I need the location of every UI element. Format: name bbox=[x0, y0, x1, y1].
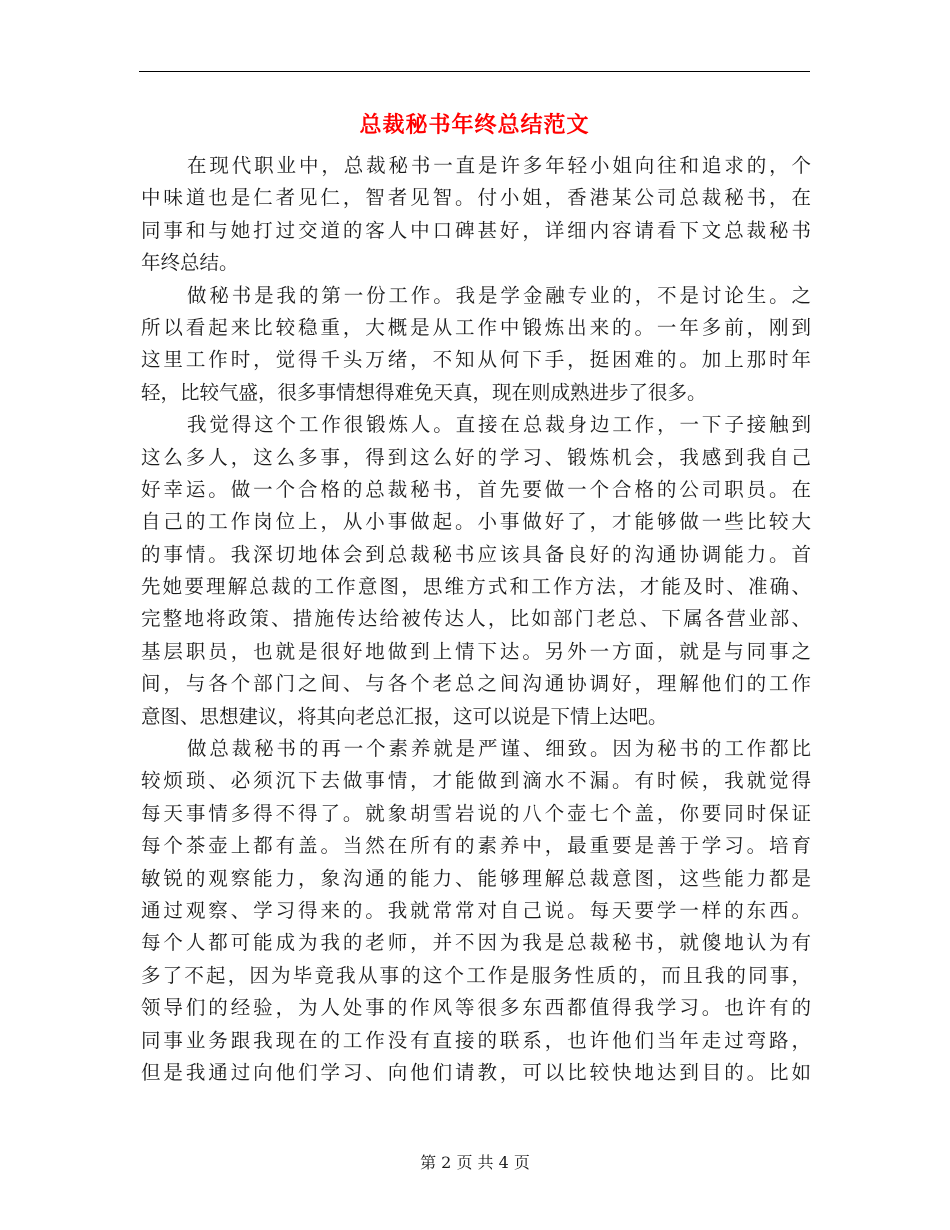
text-line: 好幸运。做一个合格的总裁秘书，首先要做一个合格的公司职员。在 bbox=[141, 477, 811, 501]
text-line: 中味道也是仁者见仁，智者见智。付小姐，香港某公司总裁秘书，在 bbox=[141, 186, 811, 210]
text-line: 每个茶壶上都有盖。当然在所有的素养中，最重要是善于学习。培育 bbox=[141, 834, 811, 858]
paragraph bbox=[141, 409, 811, 733]
paragraph bbox=[141, 733, 811, 1089]
text-line: 自己的工作岗位上，从小事做起。小事做好了，才能够做一些比较大 bbox=[141, 510, 811, 534]
text-line: 同事和与她打过交道的客人中口碑甚好，详细内容请看下文总裁秘书 bbox=[141, 218, 811, 242]
text-line: 较烦琐、必须沉下去做事情，才能做到滴水不漏。有时候，我就觉得 bbox=[141, 769, 811, 793]
page-number-footer: 第 2 页 共 4 页 bbox=[420, 1153, 530, 1172]
document-title: 总裁秘书年终总结范文 bbox=[359, 112, 590, 138]
text-line: 的事情。我深切地体会到总裁秘书应该具备良好的沟通协调能力。首 bbox=[141, 542, 811, 566]
paragraph bbox=[141, 150, 811, 280]
header-rule bbox=[139, 71, 810, 72]
text-line: 先她要理解总裁的工作意图，思维方式和工作方法，才能及时、准确、 bbox=[141, 575, 811, 599]
text-line: 做秘书是我的第一份工作。我是学金融专业的，不是讨论生。之 bbox=[187, 283, 811, 307]
text-line: 意图、思想建议，将其向老总汇报，这可以说是下情上达吧。 bbox=[141, 704, 668, 728]
document-body bbox=[141, 150, 811, 1089]
text-line: 轻，比较气盛，很多事情想得难免天真，现在则成熟进步了很多。 bbox=[141, 380, 707, 404]
text-line: 这么多人，这么多事，得到这么好的学习、锻炼机会，我感到我自己 bbox=[141, 445, 811, 469]
text-line: 这里工作时，觉得千头万绪，不知从何下手，挺困难的。加上那时年 bbox=[141, 348, 811, 372]
text-line: 多了不起，因为毕竟我从事的这个工作是服务性质的，而且我的同事， bbox=[141, 963, 811, 987]
text-line: 同事业务跟我现在的工作没有直接的联系，也许他们当年走过弯路， bbox=[141, 1028, 811, 1052]
text-line: 通过观察、学习得来的。我就常常对自己说。每天要学一样的东西。 bbox=[141, 898, 811, 922]
text-line: 每个人都可能成为我的老师，并不因为我是总裁秘书，就傻地认为有 bbox=[141, 931, 811, 955]
text-line: 完整地将政策、措施传达给被传达人，比如部门老总、下属各营业部、 bbox=[141, 607, 811, 631]
text-line: 领导们的经验，为人处事的作风等很多东西都值得我学习。也许有的 bbox=[141, 996, 811, 1020]
text-line: 做总裁秘书的再一个素养就是严谨、细致。因为秘书的工作都比 bbox=[187, 737, 811, 761]
text-line: 间，与各个部门之间、与各个老总之间沟通协调好，理解他们的工作 bbox=[141, 672, 811, 696]
paragraph bbox=[141, 280, 811, 410]
text-line: 年终总结。 bbox=[141, 251, 239, 275]
text-line: 每天事情多得不得了。就象胡雪岩说的八个壶七个盖，你要同时保证 bbox=[141, 801, 811, 825]
text-line: 但是我通过向他们学习、向他们请教，可以比较快地达到目的。比如 bbox=[141, 1060, 811, 1084]
text-line: 在现代职业中，总裁秘书一直是许多年轻小姐向往和追求的，个 bbox=[187, 154, 811, 177]
text-line: 敏锐的观察能力，象沟通的能力、能够理解总裁意图，这些能力都是 bbox=[141, 866, 811, 890]
text-line: 所以看起来比较稳重，大概是从工作中锻炼出来的。一年多前，刚到 bbox=[141, 315, 811, 339]
text-line: 我觉得这个工作很锻炼人。直接在总裁身边工作，一下子接触到 bbox=[187, 413, 811, 437]
text-line: 基层职员，也就是很好地做到上情下达。另外一方面，就是与同事之 bbox=[141, 639, 811, 663]
